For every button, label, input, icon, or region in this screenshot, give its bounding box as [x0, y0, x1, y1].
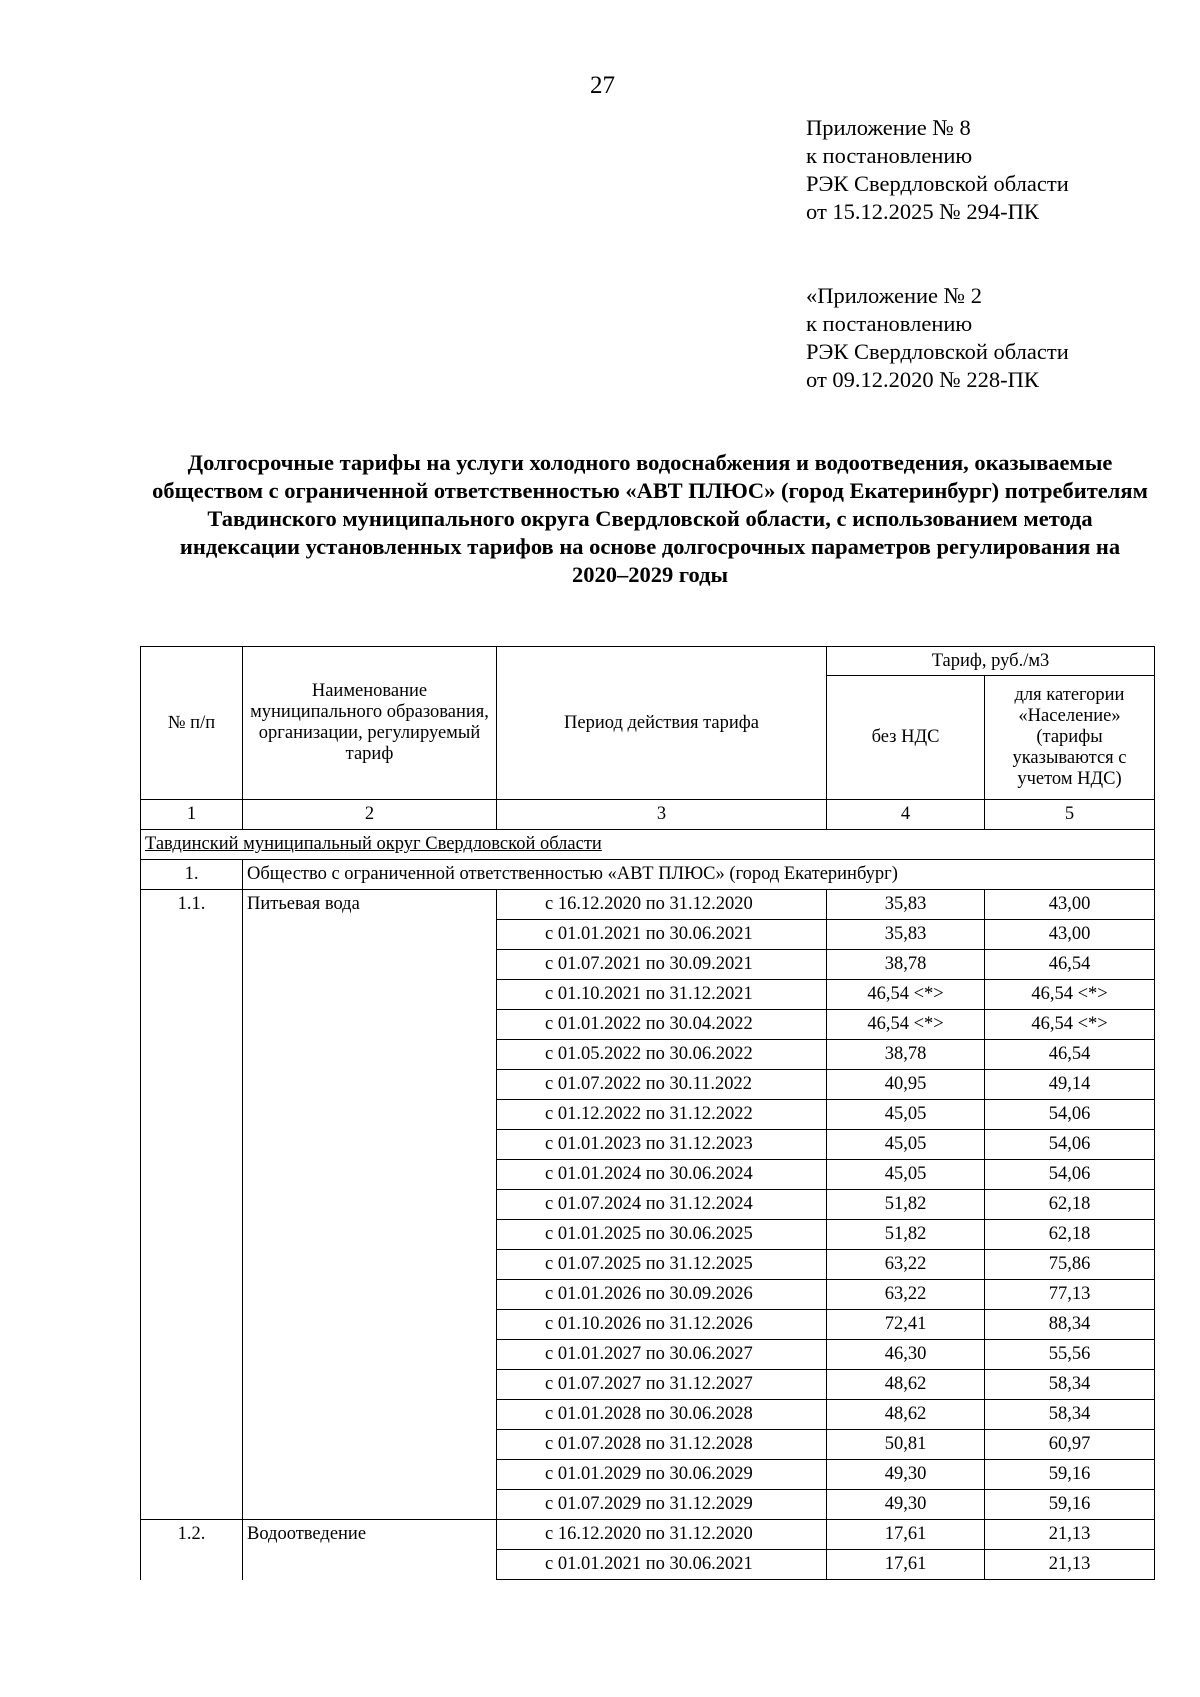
tariff-population-cell: 55,56: [985, 1340, 1155, 1370]
tariff-no-vat-cell: 51,82: [827, 1220, 985, 1250]
period-cell: с 01.05.2022 по 30.06.2022: [497, 1040, 827, 1070]
tariff-population-cell: 60,97: [985, 1430, 1155, 1460]
period-cell: с 01.07.2024 по 31.12.2024: [497, 1190, 827, 1220]
header-tariff: Тариф, руб./м3: [827, 647, 1155, 676]
period-cell: с 01.12.2022 по 31.12.2022: [497, 1100, 827, 1130]
tariff-population-cell: 88,34: [985, 1310, 1155, 1340]
tariff-no-vat-cell: 17,61: [827, 1520, 985, 1550]
tariff-no-vat-cell: 46,54 <*>: [827, 980, 985, 1010]
header-no-vat: без НДС: [827, 676, 985, 800]
period-cell: с 01.01.2021 по 30.06.2021: [497, 1550, 827, 1580]
tariff-no-vat-cell: 63,22: [827, 1280, 985, 1310]
column-number-1: 1: [141, 800, 243, 830]
tariff-table-body: [141, 830, 1155, 1580]
column-number-2: 2: [243, 800, 497, 830]
period-cell: с 01.07.2029 по 31.12.2029: [497, 1490, 827, 1520]
period-cell: с 01.07.2028 по 31.12.2028: [497, 1430, 827, 1460]
appendix-main-line-3: РЭК Свердловской области: [806, 171, 1069, 196]
appendix-quoted-line-1: «Приложение № 2: [806, 283, 982, 308]
header-population: для категории «Население» (тарифы указываются с учетом НДС): [985, 676, 1155, 800]
tariff-no-vat-cell: 45,05: [827, 1130, 985, 1160]
period-cell: с 01.01.2022 по 30.04.2022: [497, 1010, 827, 1040]
period-cell: с 01.07.2027 по 31.12.2027: [497, 1370, 827, 1400]
period-cell: с 01.01.2024 по 30.06.2024: [497, 1160, 827, 1190]
tariff-population-cell: 43,00: [985, 920, 1155, 950]
tariff-population-cell: 43,00: [985, 890, 1155, 920]
tariff-no-vat-cell: 46,30: [827, 1340, 985, 1370]
tariff-population-cell: 77,13: [985, 1280, 1155, 1310]
period-cell: с 01.07.2025 по 31.12.2025: [497, 1250, 827, 1280]
period-cell: с 01.01.2029 по 30.06.2029: [497, 1460, 827, 1490]
tariff-no-vat-cell: 45,05: [827, 1100, 985, 1130]
tariff-no-vat-cell: 17,61: [827, 1550, 985, 1580]
tariff-population-cell: 49,14: [985, 1070, 1155, 1100]
tariff-no-vat-cell: 63,22: [827, 1250, 985, 1280]
table-row: [141, 890, 1155, 920]
tariff-no-vat-cell: 40,95: [827, 1070, 985, 1100]
table-row: [141, 1520, 1155, 1550]
period-cell: с 01.01.2025 по 30.06.2025: [497, 1220, 827, 1250]
period-cell: с 01.01.2021 по 30.06.2021: [497, 920, 827, 950]
tariff-table: [140, 646, 1155, 1580]
period-cell: с 16.12.2020 по 31.12.2020: [497, 890, 827, 920]
appendix-quoted-line-2: к постановлению: [806, 311, 973, 336]
org-num: 1.: [141, 860, 243, 890]
tariff-population-cell: 21,13: [985, 1520, 1155, 1550]
column-number-4: 4: [827, 800, 985, 830]
tariff-population-cell: 46,54: [985, 950, 1155, 980]
tariff-population-cell: 58,34: [985, 1370, 1155, 1400]
tariff-population-cell: 54,06: [985, 1130, 1155, 1160]
tariff-population-cell: 21,13: [985, 1550, 1155, 1580]
group-name: Водоотведение: [243, 1520, 497, 1580]
tariff-population-cell: 59,16: [985, 1490, 1155, 1520]
period-cell: с 01.10.2026 по 31.12.2026: [497, 1310, 827, 1340]
period-cell: с 01.01.2026 по 30.09.2026: [497, 1280, 827, 1310]
org-name: Общество с ограниченной ответственностью «АВТ ПЛЮС» (город Екатеринбург): [243, 860, 1155, 890]
appendix-quoted-block: [806, 282, 1069, 394]
document-title: Долгосрочные тарифы на услуги холодного водоснабжения и водоотведения, оказываемые обществом с ограниченной ответственностью «АВТ ПЛЮС» (город Екатеринбург) потребителям Тавдинского муниципального округа Свердловской области, с использованием метода индексации установленных тарифов на основе долгосрочных параметров регулирования на 2020–2029 годы: [152, 450, 1148, 587]
tariff-population-cell: 59,16: [985, 1460, 1155, 1490]
period-cell: с 01.01.2028 по 30.06.2028: [497, 1400, 827, 1430]
tariff-population-cell: 75,86: [985, 1250, 1155, 1280]
period-cell: с 01.10.2021 по 31.12.2021: [497, 980, 827, 1010]
column-number-3: 3: [497, 800, 827, 830]
tariff-population-cell: 46,54 <*>: [985, 980, 1155, 1010]
period-cell: с 01.07.2022 по 30.11.2022: [497, 1070, 827, 1100]
group-name: Питьевая вода: [243, 890, 497, 1520]
tariff-no-vat-cell: 38,78: [827, 950, 985, 980]
appendix-main-line-2: к постановлению: [806, 143, 973, 168]
tariff-no-vat-cell: 72,41: [827, 1310, 985, 1340]
appendix-quoted-line-4: от 09.12.2020 № 228-ПК: [806, 367, 1039, 392]
tariff-no-vat-cell: 35,83: [827, 920, 985, 950]
tariff-population-cell: 58,34: [985, 1400, 1155, 1430]
period-cell: с 01.01.2027 по 30.06.2027: [497, 1340, 827, 1370]
tariff-no-vat-cell: 49,30: [827, 1460, 985, 1490]
tariff-no-vat-cell: 35,83: [827, 890, 985, 920]
tariff-no-vat-cell: 46,54 <*>: [827, 1010, 985, 1040]
tariff-no-vat-cell: 50,81: [827, 1430, 985, 1460]
header-num: № п/п: [141, 647, 243, 800]
tariff-no-vat-cell: 45,05: [827, 1160, 985, 1190]
appendix-main-block: [806, 114, 1069, 226]
tariff-population-cell: 46,54: [985, 1040, 1155, 1070]
tariff-population-cell: 46,54 <*>: [985, 1010, 1155, 1040]
period-cell: с 16.12.2020 по 31.12.2020: [497, 1520, 827, 1550]
header-name: Наименование муниципального образования, организации, регулируемый тариф: [243, 647, 497, 800]
period-cell: с 01.07.2021 по 30.09.2021: [497, 950, 827, 980]
tariff-no-vat-cell: 49,30: [827, 1490, 985, 1520]
header-period: Период действия тарифа: [497, 647, 827, 800]
group-num: 1.1.: [141, 890, 243, 1520]
tariff-no-vat-cell: 48,62: [827, 1400, 985, 1430]
appendix-main-line-1: Приложение № 8: [806, 115, 971, 140]
tariff-population-cell: 62,18: [985, 1190, 1155, 1220]
tariff-no-vat-cell: 48,62: [827, 1370, 985, 1400]
group-num: 1.2.: [141, 1520, 243, 1580]
tariff-no-vat-cell: 51,82: [827, 1190, 985, 1220]
appendix-main-line-4: от 15.12.2025 № 294-ПК: [806, 199, 1039, 224]
tariff-population-cell: 54,06: [985, 1100, 1155, 1130]
tariff-no-vat-cell: 38,78: [827, 1040, 985, 1070]
column-number-5: 5: [985, 800, 1155, 830]
region-row: Тавдинский муниципальный округ Свердловской области: [141, 830, 1155, 860]
appendix-quoted-line-3: РЭК Свердловской области: [806, 339, 1069, 364]
period-cell: с 01.01.2023 по 31.12.2023: [497, 1130, 827, 1160]
tariff-population-cell: 62,18: [985, 1220, 1155, 1250]
page-number: 27: [590, 72, 615, 99]
tariff-population-cell: 54,06: [985, 1160, 1155, 1190]
